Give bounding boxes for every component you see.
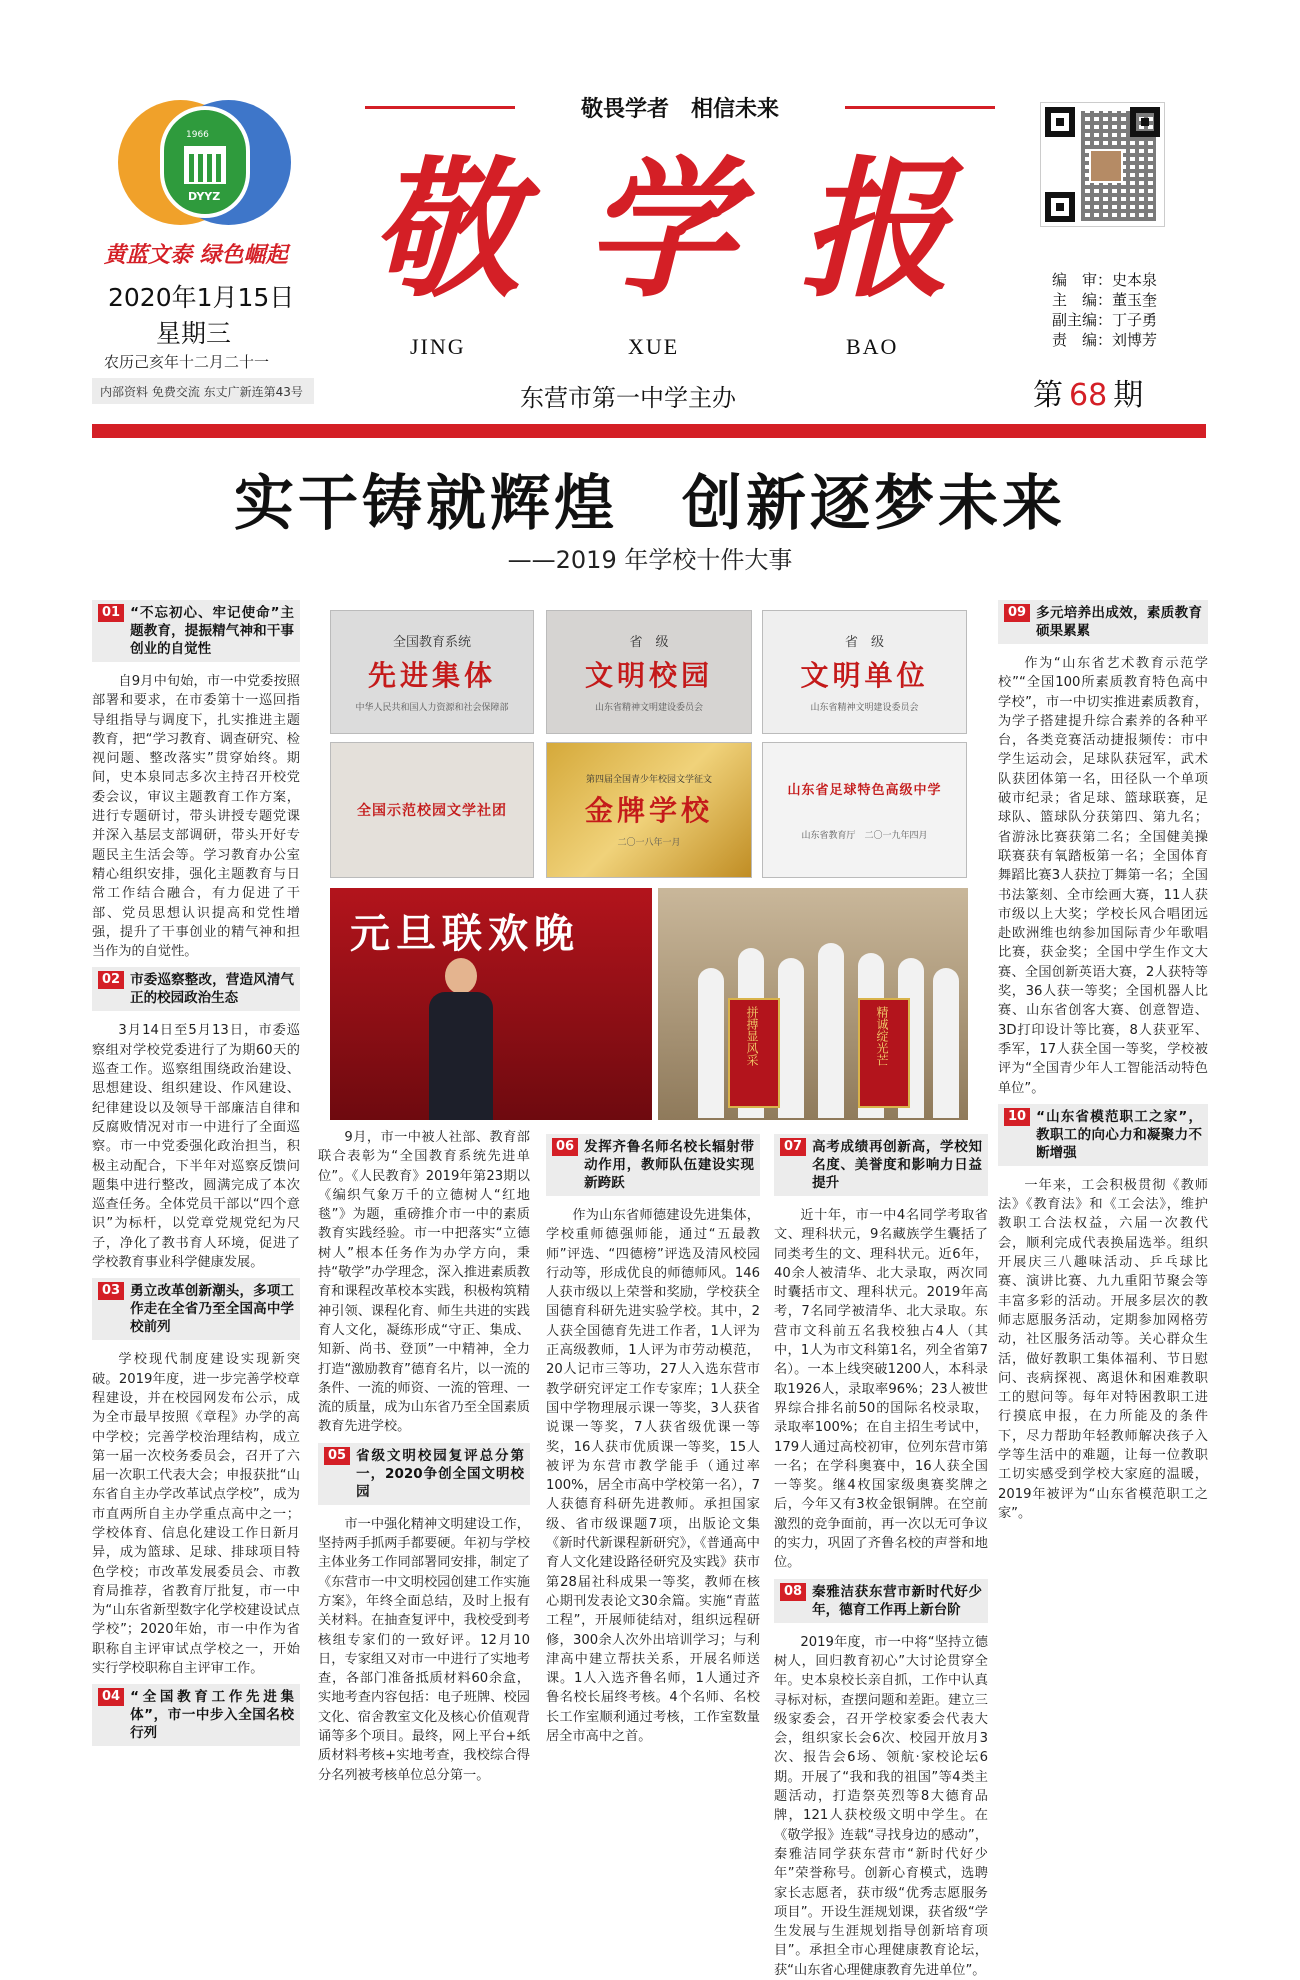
slogan-banner [365,92,995,122]
pinyin-2: XUE [628,334,680,359]
gala-banner: 元旦联欢晚 [350,910,580,957]
section-03-header: 03 勇立改革创新潮头，多项工作走在全省乃至全国高中学校前列 [92,1278,300,1340]
section-05-body: 市一中强化精神文明建设工作，坚持两手抓两手都要硬。年初与学校主体业务工作同部署同安排，制定了《东营市一中文明校园创建工作实施方案》，年终全面总结，及时上报有关材料。在抽查复评中，我校受到考核组专家们的一致好评。12月10日，专家组又对市一中进行了实地考查，各部门准备抵质材料60余盒，实地考查内容包括：电子班牌、校园文化、宿舍教室文化及核心价值观背诵等多个项目。最终，网上平台+纸质材料考核+实地考查，我校综合得分名列被考核单位总分第一。 [318,1516,530,1783]
section-04-body: 9月，市一中被人社部、教育部联合表彰为“全国教育系统先进单位”。《人民教育》2019年第23期以《编织气象万千的立德树人“红地毯”》为题，重磅推介市一中的素质教育实践经验。市一中把落实“立德树人”根本任务作为办学方向，秉持“敬学”办学理念，深入推进素质教育和课程改革校本实践，积极构筑精神引领、课程化育、师生共进的实践育人文化，凝练形成“守正、集成、知新、尚书、登顶”一中精神，全力打造“激励教育”德育名片，以一流的条件、一流的师资、一流的管理、一流的质量，成为山东省乃至全国素质教育先进学校。 [318,1130,530,1435]
section-01-header: 01 “不忘初心、牢记使命”主题教育，提振精气神和干事创业的自觉性 [92,600,300,662]
pinyin-3: BAO [846,334,899,359]
new-year-gala-photo [330,888,652,1120]
staff-reviewer: 编 审：史本泉 [1052,271,1158,289]
section-01-body: 自9月中旬始，市一中党委按照部署和要求，在市委第十一巡回指导组指导与调度下，扎实推进主题教育，把“学习教育、调查研究、检视问题、整改落实”贯穿始终。期间，史本泉同志多次主持召开校党委会议，审议主题教育工作方案，进行专题研讨，带头讲授专题党课并深入基层支部调研，带头开好专题民主生活会等。学习教育办公室精心组织安排，强化主题教育与日常工作结合融合，有力促进了干部、党员思想认识提高和党性增强，提升了干事创业的精气神和担当作为的自觉性。 [92,674,300,960]
section-02-header: 02 市委巡察整改，营造风清气正的校园政治生态 [92,967,300,1011]
section-04-header: 04 “全国教育工作先进集体”，市一中步入全国名校行列 [92,1684,300,1746]
logo-year: 1966 [186,130,209,140]
plaque-civilized-unit: 省 级 文明单位 山东省精神文明建设委员会 [762,610,967,734]
plaque-gold-school: 第四届全国青少年校园文学征文 金牌学校 二〇一八年一月 [546,742,752,878]
section-09-header: 09 多元培养出成效，素质教育硕果累累 [998,600,1208,644]
speaker-figure [425,958,497,1120]
logo-text: DYYZ [188,190,221,203]
title-char-2: 学 [585,142,736,318]
issue-weekday: 星期三 [156,319,232,348]
title-char-3: 报 [800,142,951,318]
plaque-civilized-campus: 省 级 文明校园 山东省精神文明建设委员会 [546,610,752,734]
subheadline: ——2019 年学校十件大事 [507,546,793,574]
section-03-body: 学校现代制度建设实现新突破。2019年度，进一步完善学校章程建设，并在校园网发布公示，成为全市最早按照《章程》办学的高中学校；完善学校治理结构，成立第一届一次校务委员会，召开了六届一次职工代表大会；申报获批“山东省自主办学改革试点学校”，成为市直两所自主办学重点高中之一；学校体育、信息化建设工作日新月异，成为篮球、足球、排球项目特色学校；市改革发展委员会、市教育局推荐，省教育厅批复，市一中为“山东省新型数字化学校建设试点学校”；2020年始，市一中作为省职称自主评审试点学校之一，开始实行学校职称自主评审工作。 [92,1352,300,1677]
column-5 [998,594,1208,1828]
section-06-header: 06 发挥齐鲁名师名校长辐射带动作用，教师队伍建设实现新跨跃 [546,1134,760,1196]
slogan: 敬畏学者 相信未来 [580,97,779,122]
newspaper-title [360,140,1000,340]
section-10-body: 一年来，工会积极贯彻《教师法》《教育法》和《工会法》，维护教职工合法权益，六届一次教代会，顺利完成代表换届选举。组织开展庆三八趣味活动、乒乓球比赛、演讲比赛、九九重阳节聚会等丰富多彩的活动。开展多层次的教师志愿服务活动，定期参加网格劳动，社区服务活动等。关心群众生活，做好教职工集体福利、节日慰问、丧病探视、离退休和困难教职工的慰问等。每年对特困教职工进行摸底申报，在力所能及的条件下，尽力帮助年轻教师解决孩子入学等生活中的难题，让每一位教职工切实感受到学校大家庭的温暖，2019年被评为“山东省模范职工之家”。 [998,1177,1208,1521]
column-1 [92,594,300,1824]
column-4 [774,1128,988,1978]
plaque-literature-society: 全国示范校园文学社团 [330,742,534,878]
section-07-body: 近十年，市一中4名同学考取省文、理科状元，9名藏族学生囊括了同类考生的文、理科状元。近6年，40余人被清华、北大录取，两次同时囊括市文、理科状元。2019年高考，7名同学被清华、北大录取。东营市文科前五名我校独占4人（其中，1人为市文科第1名，列全省第7名）。一本上线突破1200人，本科录取1926人，录取率96%；23人被世界综合排名前50的国际名校录取，录取率100%；在自主招生考试中，179人通过高校初审，位列东营市第一名；在学科奥赛中，16人获全国一等奖。继4枚国家级奥赛奖牌之后，今年又有3枚金银铜牌。在空前激烈的竞争面前，再一次以无可争议的实力，巩固了齐鲁名校的声誉和地位。 [774,1208,988,1571]
title-char-1: 敬 [370,142,521,318]
staff-deputy-editor: 副主编：丁子勇 [1052,311,1158,329]
plaque-national-advanced: 全国教育系统 先进集体 中华人民共和国人力资源和社会保障部 [330,610,534,734]
editorial-staff [1052,270,1157,350]
section-08-header: 08 秦雅洁获东营市新时代好少年，德育工作再上新台阶 [774,1579,988,1623]
qr-code-icon[interactable] [1040,102,1165,227]
staff-duty-editor: 责 编：刘博芳 [1052,331,1158,349]
section-02-body: 3月14日至5月13日，市委巡察组对学校党委进行了为期60天的巡查工作。巡察组围绕政治建设、思想建设、组织建设、作风建设、纪律建设以及领导干部廉洁自律和反腐败情况对市一中进行了全面巡察。市一中党委强化政治担当，积极主动配合，下半年对巡察反馈问题集中进行整改，圆满完成了本次巡查任务。全体党员干部以“四个意识”为标杆，以党章党规党纪为尺子，净化了教书育人环境，促进了学校教育事业科学健康发展。 [92,1023,300,1271]
headline: 实干铸就辉煌 创新逐梦未来 [234,469,1066,539]
school-logo [118,92,288,242]
school-motto: 黄蓝文泰 绿色崛起 [104,242,288,268]
award-team-photo: 拼搏显风采 精诚绽光芒 [658,888,968,1120]
section-10-header: 10 “山东省模范职工之家”，教职工的向心力和凝聚力不断增强 [998,1104,1208,1166]
column-2 [318,1128,530,1828]
pinyin-1: JING [410,334,466,359]
staff-chief-editor: 主 编：董玉奎 [1052,291,1158,309]
host-organization: 东营市第一中学主办 [520,384,736,412]
section-05-header: 05 省级文明校园复评总分第一，2020争创全国文明校园 [318,1443,530,1505]
lunar-date: 农历己亥年十二月二十一 [104,353,270,371]
section-08-body: 2019年度，市一中将“坚持立德树人，回归教育初心”大讨论贯穿全年。史本泉校长亲自抓，工作中认真寻标对标，查摆问题和差距。建立三级家委会，召开学校家委会代表大会，组织家长会6次、校园开放月3次、报告会6场、领航·家校论坛6期。开展了“我和我的祖国”等4类主题活动，打造祭英烈等8大德育品牌，121人获校级文明中学生。在《敬学报》连载“寻找身边的感动”，秦雅洁同学获东营市“新时代好少年”荣誉称号。创新心育模式，选聘家长志愿者，获市级“优秀志愿服务项目”。开设生涯规划课，获省级“学生发展与生涯规划指导创新培育项目”。承担全市心理健康教育论坛，获“山东省心理健康教育先进单位”。 [774,1634,988,1978]
section-06-body: 作为山东省师德建设先进集体，学校重师德强师能，通过“五最教师”评选、“四德榜”评选及清风校园行动等，形成优良的师德师风。146人获市级以上荣誉和奖励，学校获全国德育科研先进实验学校。其中，2人获全国德育先进工作者，1人评为正高级教师，1人评为市劳动模范，20人记市三等功，27人入选东营市教学研究评定工作专家库；1人获全国中学物理展示课一等奖，3人获省说课一等奖，7人获省级优课一等奖，16人获市优质课一等奖，15人被评为东营市教学能手（通过率100%，居全市高中学校第一名），7人获德育科研先进教师。承担国家级、省市级课题7项，出版论文集《新时代新课程新研究》，《普通高中育人文化建设路径研究及实践》获市第28届社科成果一等奖，教师在核心期刊发表论文30余篇。实施“青蓝工程”，开展师徒结对，组织远程研修，300余人次外出培训学习；与利津高中建立帮扶关系，开展名师送课。1人入选齐鲁名师，1人通过齐鲁名校长届终考核。4个名师、名校长工作室顺利通过考核，工作室数量居全市高中之首。 [546,1208,760,1745]
header-divider [92,424,1206,438]
publication-note: 内部资料 免费交流 东丈广新连第43号 [92,378,314,404]
issue-number: 第 68 期 [1033,378,1144,413]
section-09-body: 作为“山东省艺术教育示范学校”“全国100所素质教育特色高中学校”，市一中切实推进素质教育，为学子搭建提升综合素养的各种平台，各类竞赛活动捷报频传：市中学生运动会，足球队获冠军，武术队获团体第一名，田径队一个单项破市纪录；省足球、篮球联赛，足球队、篮球队分获第四、第九名；省游泳比赛获第二名；全国健美操联赛获有氧踏板第一名；全国体育舞蹈比赛3人获拉丁舞第一名；全国书法篆刻、全市绘画大赛，11人获市级以上大奖；学校长风合唱团远赴欧洲维也纳参加国际青少年歌唱比赛，获金奖；全国中学生作文大赛、全国创新英语大赛，2人获特等奖，36人获一等奖；全国机器人比赛、山东省创客大赛、创意智造、3D打印设计等比赛，8人获亚军、季军，17人获全国一等奖，学校被评为“全国青少年人工智能活动特色单位”。 [998,656,1208,1096]
building-icon [184,146,226,184]
column-3 [546,1128,760,1828]
plaque-football-school: 山东省足球特色高级中学 山东省教育厅 二〇一九年四月 [762,742,967,878]
issue-date: 2020年1月15日 [108,283,295,312]
section-07-header: 07 高考成绩再创新高，学校知名度、美誉度和影响力日益提升 [774,1134,988,1196]
